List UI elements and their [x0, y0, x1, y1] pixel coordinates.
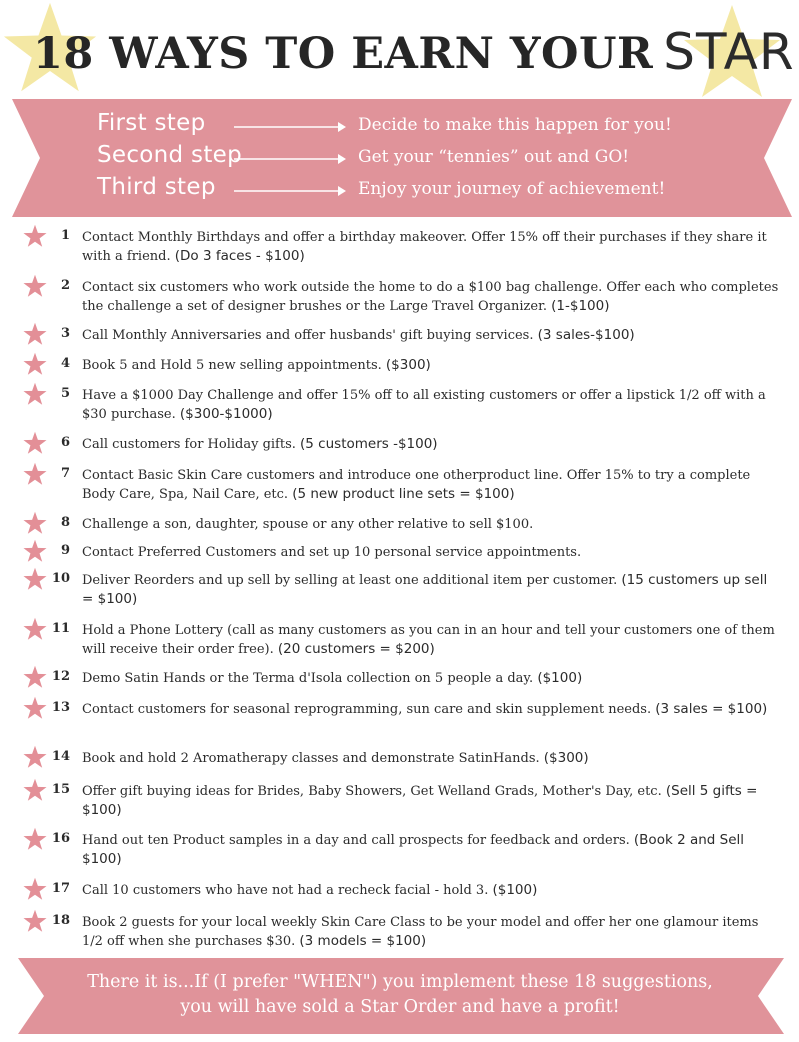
item-number: 18: [51, 913, 70, 928]
star-icon: [23, 322, 47, 346]
item-goal: (1-$100): [551, 298, 610, 314]
item-goal: ($300-$1000): [179, 406, 273, 422]
star-icon: [23, 827, 47, 851]
item-description: Challenge a son, daughter, spouse or any other relative to sell $100.: [82, 517, 534, 532]
item-description: Call Monthly Anniversaries and offer husbands' gift buying services.: [82, 328, 534, 343]
item-number: 7: [60, 466, 70, 481]
item-description: Demo Satin Hands or the Terma d'Isola collection on 5 people a day.: [82, 671, 534, 686]
steps-list: [97, 110, 737, 206]
star-icon: [23, 462, 47, 486]
footer-message: [40, 970, 760, 1020]
item-text: [82, 700, 782, 719]
item-description: Book 5 and Hold 5 new selling appointments.: [82, 358, 382, 373]
item-description: Book and hold 2 Aromatherapy classes and demonstrate SatinHands.: [82, 751, 540, 766]
item-number: 11: [51, 621, 70, 636]
item-text: [82, 228, 782, 266]
item-text: [82, 386, 782, 424]
item-goal: ($100): [537, 670, 583, 686]
star-icon: [23, 224, 47, 248]
page-title-main: 18 WAYS TO EARN YOUR: [33, 29, 654, 79]
step-description: Enjoy your journey of achievement!: [358, 179, 666, 199]
footer-line-1: There it is...If (I prefer "WHEN") you implement these 18 suggestions,: [87, 972, 713, 992]
item-goal: ($100): [492, 882, 538, 898]
item-number: 6: [60, 435, 70, 450]
item-number: 8: [60, 515, 70, 530]
item-goal: (20 customers = $200): [277, 641, 435, 657]
item-goal: (Book 2 and Sell $100): [82, 832, 745, 867]
item-number: 3: [60, 326, 70, 341]
item-number: 14: [51, 749, 70, 764]
star-icon: [23, 909, 47, 933]
item-description: Hand out ten Product samples in a day and call prospects for feedback and orders.: [82, 833, 630, 848]
item-text: [82, 543, 782, 562]
item-description: Have a $1000 Day Challenge and offer 15% off to all existing customers or offer a lipstick 1/2 off with a $30 purchase.: [82, 388, 766, 422]
star-icon: [23, 696, 47, 720]
item-text: [82, 356, 782, 375]
star-icon: [23, 274, 47, 298]
item-description: Call 10 customers who have not had a recheck facial - hold 3.: [82, 883, 489, 898]
item-text: [82, 782, 782, 820]
item-text: [82, 278, 782, 316]
item-text: [82, 749, 782, 768]
page-title: [33, 22, 795, 80]
item-text: [82, 435, 782, 454]
item-description: Contact six customers who work outside the home to do a $100 bag challenge. Offer each who completes the challenge a set of designer brushes or the Large Travel Organizer.: [82, 280, 779, 314]
item-goal: (3 models = $100): [299, 933, 427, 949]
item-description: Call customers for Holiday gifts.: [82, 437, 296, 452]
item-description: Offer gift buying ideas for Brides, Baby Showers, Get Welland Grads, Mother's Day, etc.: [82, 784, 662, 799]
item-goal: (Sell 5 gifts = $100): [82, 783, 758, 818]
item-number: 4: [60, 356, 70, 371]
item-goal: (3 sales = $100): [655, 701, 768, 717]
arrow-right-icon: [234, 184, 346, 198]
item-description: Hold a Phone Lottery (call as many customers as you can in an hour and tell your customers one of them will receive their order free).: [82, 623, 775, 657]
item-goal: (5 customers -$100): [300, 436, 438, 452]
item-description: Contact Monthly Birthdays and offer a birthday makeover. Offer 15% off their purchases if they share it with a friend.: [82, 230, 767, 264]
item-goal: (Do 3 faces - $100): [174, 248, 305, 264]
item-text: [82, 881, 782, 900]
star-icon: [23, 431, 47, 455]
step-row: [97, 174, 737, 206]
item-goal: ($300): [543, 750, 589, 766]
arrow-right-icon: [234, 152, 346, 166]
star-icon: [23, 665, 47, 689]
item-description: Contact Basic Skin Care customers and introduce one otherproduct line. Offer 15% to try a complete Body Care, Spa, Nail Care, etc.: [82, 468, 751, 502]
item-number: 2: [60, 278, 70, 293]
arrow-right-icon: [234, 120, 346, 134]
header: [0, 0, 799, 100]
footer-line-2: you will have sold a Star Order and have a profit!: [180, 997, 620, 1017]
item-number: 12: [51, 669, 70, 684]
star-icon: [23, 877, 47, 901]
item-text: [82, 621, 782, 659]
item-number: 10: [51, 571, 70, 586]
item-number: 5: [60, 386, 70, 401]
star-icon: [23, 745, 47, 769]
step-row: [97, 142, 737, 174]
star-icon: [23, 778, 47, 802]
item-description: Deliver Reorders and up sell by selling at least one additional item per customer.: [82, 573, 618, 588]
item-goal: ($300): [385, 357, 431, 373]
item-number: 13: [51, 700, 70, 715]
item-text: [82, 571, 782, 609]
item-text: [82, 466, 782, 504]
star-icon: [23, 352, 47, 376]
item-description: Contact Preferred Customers and set up 10 personal service appointments.: [82, 545, 582, 560]
star-icon: [23, 382, 47, 406]
item-number: 9: [60, 543, 70, 558]
step-description: Get your “tennies” out and GO!: [358, 147, 630, 167]
item-description: Book 2 guests for your local weekly Skin Care Class to be your model and offer her one glamour items 1/2 off when she purchases $30.: [82, 915, 759, 949]
step-label: Third step: [97, 174, 216, 200]
item-goal: (15 customers up sell = $100): [82, 572, 768, 607]
star-icon: [23, 511, 47, 535]
step-label: First step: [97, 110, 206, 136]
star-icon: [23, 617, 47, 641]
item-number: 16: [51, 831, 70, 846]
step-label: Second step: [97, 142, 243, 168]
star-icon: [23, 539, 47, 563]
item-text: [82, 831, 782, 869]
item-description: Contact customers for seasonal reprogramming, sun care and skin supplement needs.: [82, 702, 652, 717]
item-goal: (3 sales-$100): [537, 327, 635, 343]
item-number: 1: [60, 228, 70, 243]
item-number: 15: [51, 782, 70, 797]
item-text: [82, 515, 782, 534]
step-description: Decide to make this happen for you!: [358, 115, 672, 135]
item-goal: (5 new product line sets = $100): [292, 486, 515, 502]
star-icon: [23, 567, 47, 591]
item-number: 17: [51, 881, 70, 896]
step-row: [97, 110, 737, 142]
item-text: [82, 913, 782, 951]
item-text: [82, 669, 782, 688]
item-text: [82, 326, 782, 345]
page-title-accent: STAR: [663, 23, 795, 81]
